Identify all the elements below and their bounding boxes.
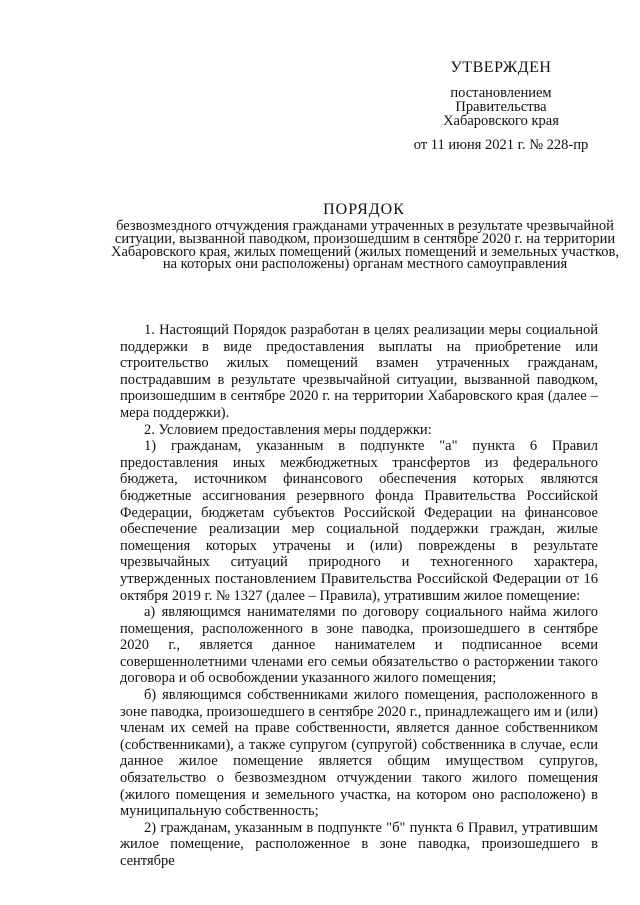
paragraph: б) являющимся собственниками жилого помещения, расположенного в зоне паводка, произошедшего в сентябре 2020 г., принадлежащего им и (или) членам их семей на праве собственности, является данное собственником (собственниками), а также супругом (супругой) собственника в случае, если данное жилое помещение является общим имуществом супругов, обязательство о безвозмездном отчуждении такого жилого помещения (жилого помещения и земельного участка, на котором оно расположено) в муниципальную собственность; xyxy=(120,687,598,820)
paragraph: 1. Настоящий Порядок разработан в целях реализации меры социальной поддержки в виде предоставления выплаты на приобретение или строительство жилых помещений взамен утраченных гражданам, пострадавшим в результате чрезвычайной ситуации, вызванной паводком, произошедшим в сентябре 2020 г. на территории Хабаровского края (далее – мера поддержки). xyxy=(120,322,598,421)
paragraph: а) являющимся нанимателями по договору социального найма жилого помещения, расположенного в зоне паводка, произошедшего в сентябре 2020 г., является данное нанимателем и подписанное всеми совершеннолетними членами его семьи обязательство о расторжении такого договора и об освобождении указанного жилого помещения; xyxy=(120,604,598,687)
approval-heading: УТВЕРЖДЕН xyxy=(450,59,552,76)
paragraph: 1) гражданам, указанным в подпункте "а" пункта 6 Правил предоставления иных межбюджетных трансфертов из федерального бюджета, источником финансового обеспечения которых являются бюджетные ассигнования резервного фонда Правительства Российской Федерации, бюджетам субъектов Российской Федерации на финансовое обеспечение реализации мер социальной поддержки граждан, жилые помещения которых утрачены и (или) повреждены в результате чрезвычайных ситуаций природного и техногенного характера, утвержденных постановлением Правительства Российской Федерации от 16 октября 2019 г. № 1327 (далее – Правила), утратившим жилое помещение: xyxy=(120,438,598,604)
approval-line: Хабаровского края xyxy=(443,113,559,129)
approval-date: от 11 июня 2021 г. № 228-пр xyxy=(413,137,589,153)
approval-line: Правительства xyxy=(455,99,547,115)
document-body xyxy=(120,322,598,870)
paragraph: 2) гражданам, указанным в подпункте "б" пункта 6 Правил, утратившим жилое помещение, расположенное в зоне паводка, произошедшего в сентябре xyxy=(120,819,598,869)
document-subtitle: безвозмездного отчуждения гражданами утраченных в результате чрезвычайной ситуации, вызванной паводком, произошедшим в сентябре 2020 г. на территории Хабаровского края, жилых помещений (жилых помещений и земельных участков, на которых они расположены) органам местного самоуправления xyxy=(110,218,620,273)
approval-stamp xyxy=(396,60,606,153)
document-title: ПОРЯДОК xyxy=(323,201,405,218)
approval-line: постановлением xyxy=(450,85,552,101)
paragraph: 2. Условием предоставления меры поддержки: xyxy=(144,421,432,438)
